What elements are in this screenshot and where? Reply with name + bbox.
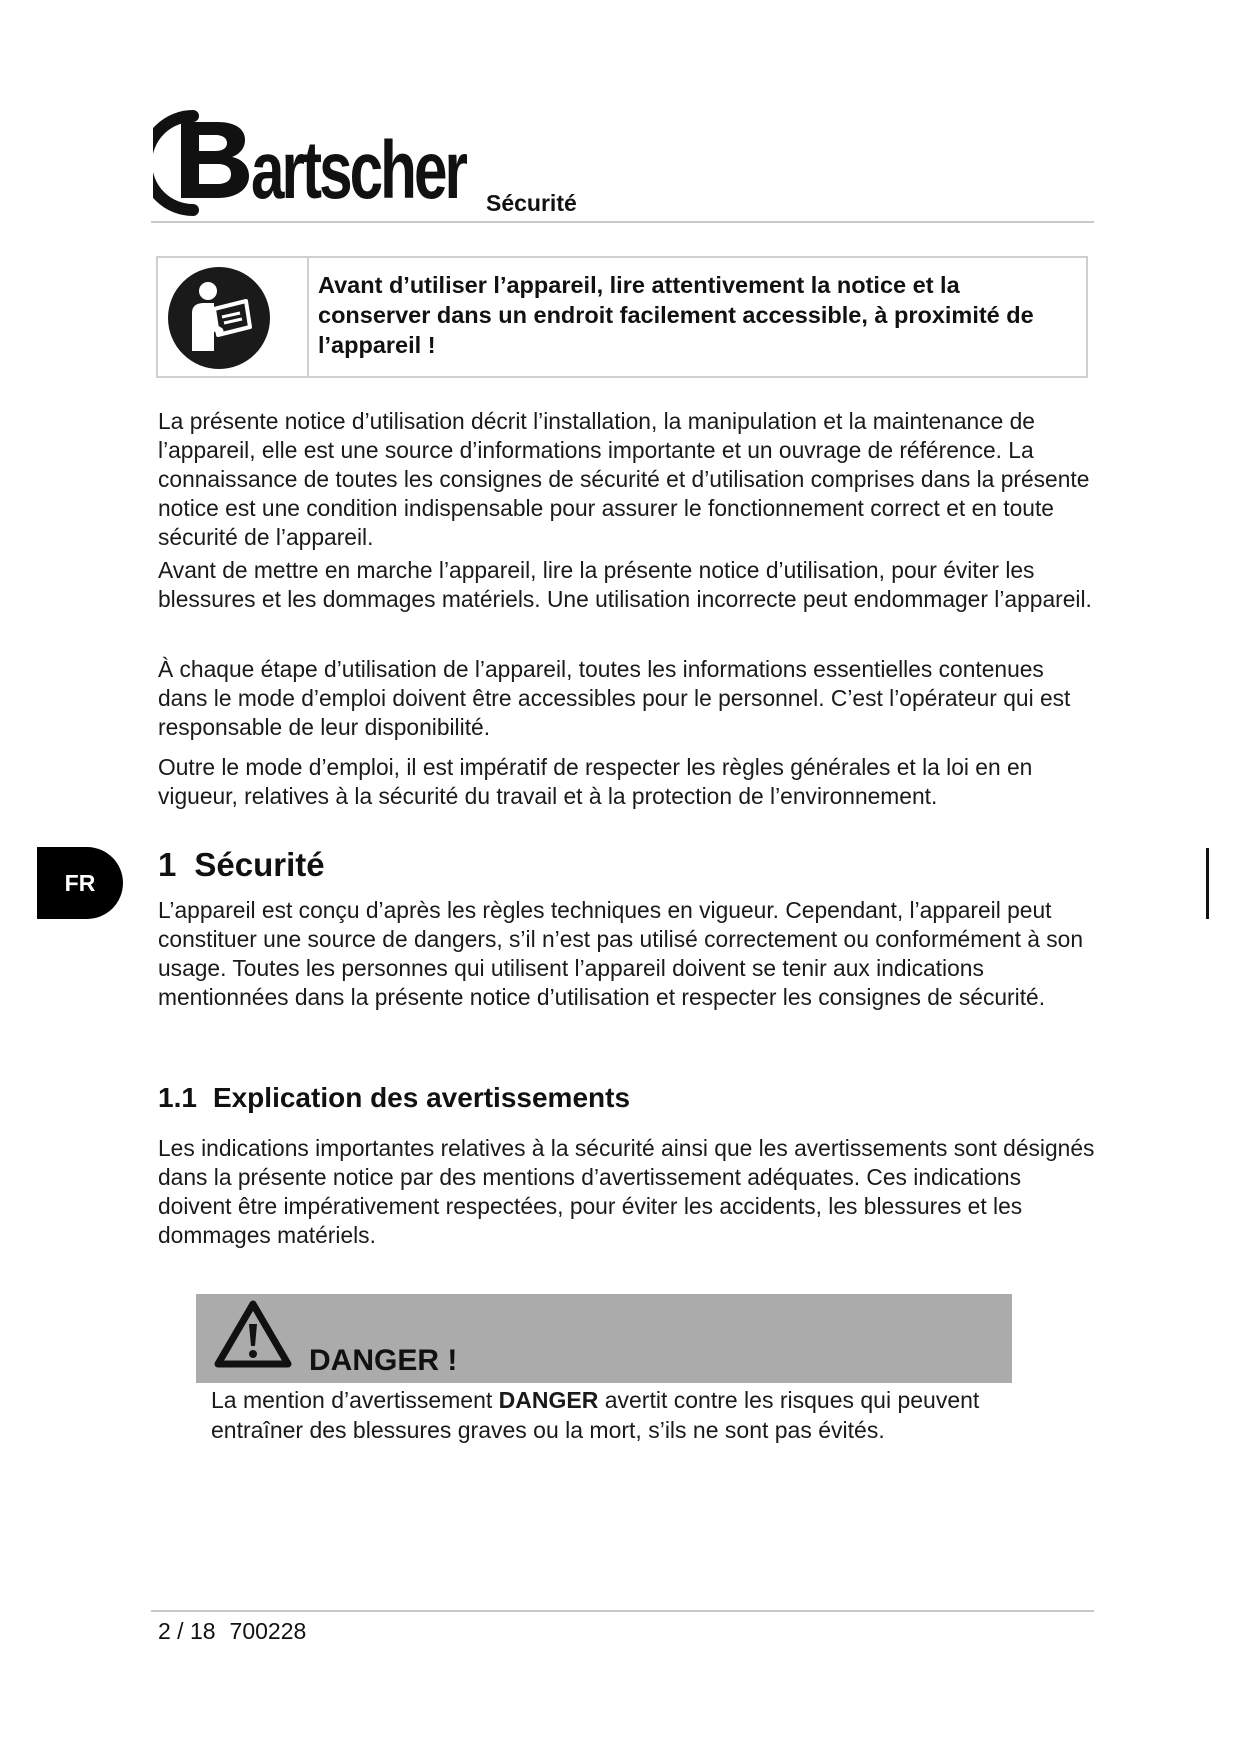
header-section-title: Sécurité	[486, 190, 577, 216]
section-number: 1.1	[158, 1082, 197, 1113]
section-title: Sécurité	[194, 846, 325, 883]
warning-triangle-icon	[214, 1300, 292, 1370]
read-manual-icon	[166, 265, 272, 371]
intro-paragraph: À chaque étape d’utilisation de l’appareil, toutes les informations essentielles contenues dans le mode d’emploi doivent être accessibles pour le personnel. C’est l’opérateur qui est responsable de leur disponibilité.	[158, 656, 1071, 740]
bartscher-logo	[153, 108, 473, 218]
danger-text-before: La mention d’avertissement	[211, 1387, 499, 1413]
section-1-heading	[158, 846, 325, 884]
section-title: Explication des avertissements	[212, 1082, 631, 1113]
intro-paragraph: La présente notice d’utilisation décrit l’installation, la manipulation et la maintenance de l’appareil, elle est une source d’informations importante et un ouvrage de référence. La connaissance de toutes les consignes de sécurité et d’utilisation comprises dans la présente notice est une condition indispensable pour assurer le fonctionnement correct et en toute sécurité de l’appareil.	[158, 408, 1090, 550]
notice-divider	[307, 258, 309, 376]
intro-paragraph: Outre le mode d’emploi, il est impératif de respecter les règles générales et la loi en en vigueur, relatives à la sécurité du travail et à la protection de l’environnement.	[158, 754, 1033, 809]
page-footer	[158, 1618, 306, 1645]
change-bar	[1206, 848, 1209, 919]
intro-paragraph: Avant de mettre en marche l’appareil, lire la présente notice d’utilisation, pour éviter les blessures et les dommages matériels. Une utilisation incorrecte peut endommager l’appareil.	[158, 557, 1092, 612]
danger-keyword: DANGER	[498, 1387, 599, 1413]
page-number: 2 / 18	[158, 1618, 216, 1644]
language-tab: FR	[37, 847, 123, 919]
danger-description	[211, 1385, 1011, 1445]
header-divider	[151, 221, 1094, 223]
danger-header	[196, 1294, 1012, 1383]
section-1-1-heading	[158, 1082, 630, 1114]
document-code: 700228	[229, 1618, 307, 1644]
footer-divider	[151, 1610, 1094, 1612]
section-1-1-paragraph: Les indications importantes relatives à la sécurité ainsi que les avertissements sont désignés dans la présente notice par des mentions d’avertissement adéquates. Ces indications doivent être impérativement respectées, pour éviter les accidents, les blessures et les dommages matériels.	[158, 1135, 1095, 1248]
section-1-paragraph: L’appareil est conçu d’après les règles techniques en vigueur. Cependant, l’appareil peut constituer une source de dangers, s’il n’est pas utilisé correctement ou conformément à son usage. Toutes les personnes qui utilisent l’appareil doivent se tenir aux indications mentionnées dans la présente notice d’utilisation et respecter les consignes de sécurité.	[158, 897, 1084, 1010]
notice-text: Avant d’utiliser l’appareil, lire attentivement la notice et la conserver dans un endroit facilement accessible, à proximité de l’appareil !	[318, 272, 1034, 358]
svg-text:artscher: artscher	[251, 125, 468, 216]
read-manual-notice	[156, 256, 1088, 378]
section-number: 1	[158, 846, 177, 883]
danger-title: DANGER !	[309, 1344, 458, 1377]
danger-text-after: avertit contre les risques qui peuvent entraîner des blessures graves ou la mort, s’ils ne sont pas évités.	[211, 1387, 980, 1443]
